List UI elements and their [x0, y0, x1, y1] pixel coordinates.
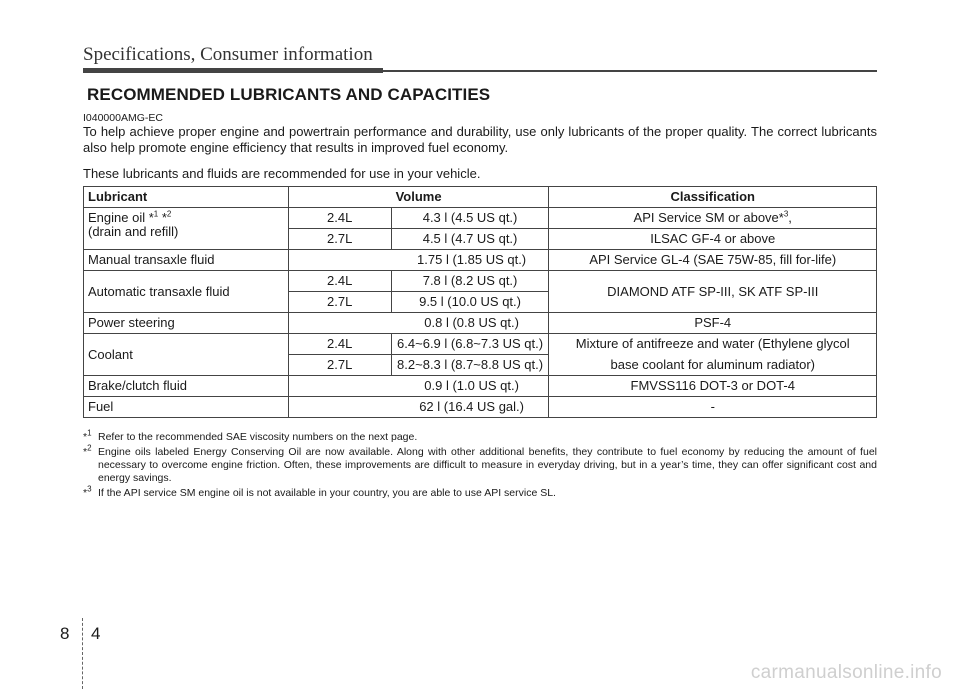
table-row: [84, 376, 877, 397]
engine-size: 2.4L: [288, 271, 391, 292]
classification-cell: DIAMOND ATF SP-III, SK ATF SP-III: [549, 271, 877, 313]
classification-cell: -: [549, 397, 877, 418]
volume-cell: 0.9 l (1.0 US qt.): [288, 376, 549, 397]
table-row: [84, 334, 877, 355]
classification-cell: Mixture of antifreeze and water (Ethylene glycol: [549, 334, 877, 355]
volume-cell: 7.8 l (8.2 US qt.): [391, 271, 549, 292]
lubricant-cell: Automatic transaxle fluid: [84, 271, 289, 313]
engine-size: 2.4L: [288, 334, 391, 355]
section-title: RECOMMENDED LUBRICANTS AND CAPACITIES: [87, 85, 491, 104]
table-header-row: [84, 187, 877, 208]
lubricants-table: [83, 186, 877, 418]
volume-cell: 62 l (16.4 US gal.): [288, 397, 549, 418]
table-row: [84, 313, 877, 334]
header-classification: Classification: [549, 187, 877, 208]
engine-size: 2.7L: [288, 355, 391, 376]
header-rule-thick: [83, 68, 383, 73]
classification-cell: FMVSS116 DOT-3 or DOT-4: [549, 376, 877, 397]
table-row: [84, 208, 877, 229]
intro-paragraph: To help achieve proper engine and powertrain performance and durability, use only lubricants of the proper quality. The correct lubricants also help promote engine efficiency that results in improved fuel economy.: [83, 124, 877, 155]
lubricant-cell: Power steering: [84, 313, 289, 334]
page-header-title: Specifications, Consumer information: [83, 44, 373, 65]
classification-cell: API Service SM or above*$^3$,: [549, 208, 877, 229]
classification-cell: PSF-4: [549, 313, 877, 334]
table-row: [84, 397, 877, 418]
volume-cell: 1.75 l (1.85 US qt.): [288, 250, 549, 271]
lubricant-cell: Brake/clutch fluid: [84, 376, 289, 397]
classification-cell: API Service GL-4 (SAE 75W-85, fill for-life): [549, 250, 877, 271]
lubricant-cell: Manual transaxle fluid: [84, 250, 289, 271]
footnotes: [83, 428, 877, 502]
page-number: 4: [91, 624, 101, 643]
recommend-paragraph: These lubricants and fluids are recommended for use in your vehicle.: [83, 166, 481, 181]
classification-cell: base coolant for aluminum radiator): [549, 355, 877, 376]
chapter-number: 8: [60, 624, 70, 643]
footnote: *$^3$ If the API service SM engine oil is not available in your country, you are able to use API service SL.: [83, 484, 556, 499]
lubricant-cell: Fuel: [84, 397, 289, 418]
header-lubricant: Lubricant: [84, 187, 289, 208]
engine-size: 2.4L: [288, 208, 391, 229]
volume-cell: 0.8 l (0.8 US qt.): [288, 313, 549, 334]
table-row: [84, 271, 877, 292]
volume-cell: 9.5 l (10.0 US qt.): [391, 292, 549, 313]
classification-cell: ILSAC GF-4 or above: [549, 229, 877, 250]
watermark: carmanualsonline.info: [750, 662, 942, 683]
volume-cell: 6.4~6.9 l (6.8~7.3 US qt.): [391, 334, 549, 355]
engine-oil-label: Engine oil *$^1$ *$^2$ (drain and refill): [84, 208, 289, 250]
lubricant-cell: Coolant: [84, 334, 289, 376]
section-code: I040000AMG-EC: [83, 112, 163, 124]
header-rule-thin: [383, 70, 877, 72]
volume-cell: 4.3 l (4.5 US qt.): [391, 208, 549, 229]
page-divider: [82, 618, 84, 689]
footnote: *$^2$ Engine oils labeled Energy Conserving Oil are now available. Along with other additional benefits, they contribute to fuel economy by reducing the amount of fuel necessary to overcome engine friction. Often, these improvements are difficult to measure in everyday driving, but in a year’s time, they can offer significant cost and energy savings.: [83, 443, 877, 484]
header-volume: Volume: [288, 187, 549, 208]
volume-cell: 4.5 l (4.7 US qt.): [391, 229, 549, 250]
footnote: *$^1$ Refer to the recommended SAE viscosity numbers on the next page.: [83, 428, 418, 443]
engine-size: 2.7L: [288, 292, 391, 313]
engine-size: 2.7L: [288, 229, 391, 250]
table-row: [84, 250, 877, 271]
volume-cell: 8.2~8.3 l (8.7~8.8 US qt.): [391, 355, 549, 376]
